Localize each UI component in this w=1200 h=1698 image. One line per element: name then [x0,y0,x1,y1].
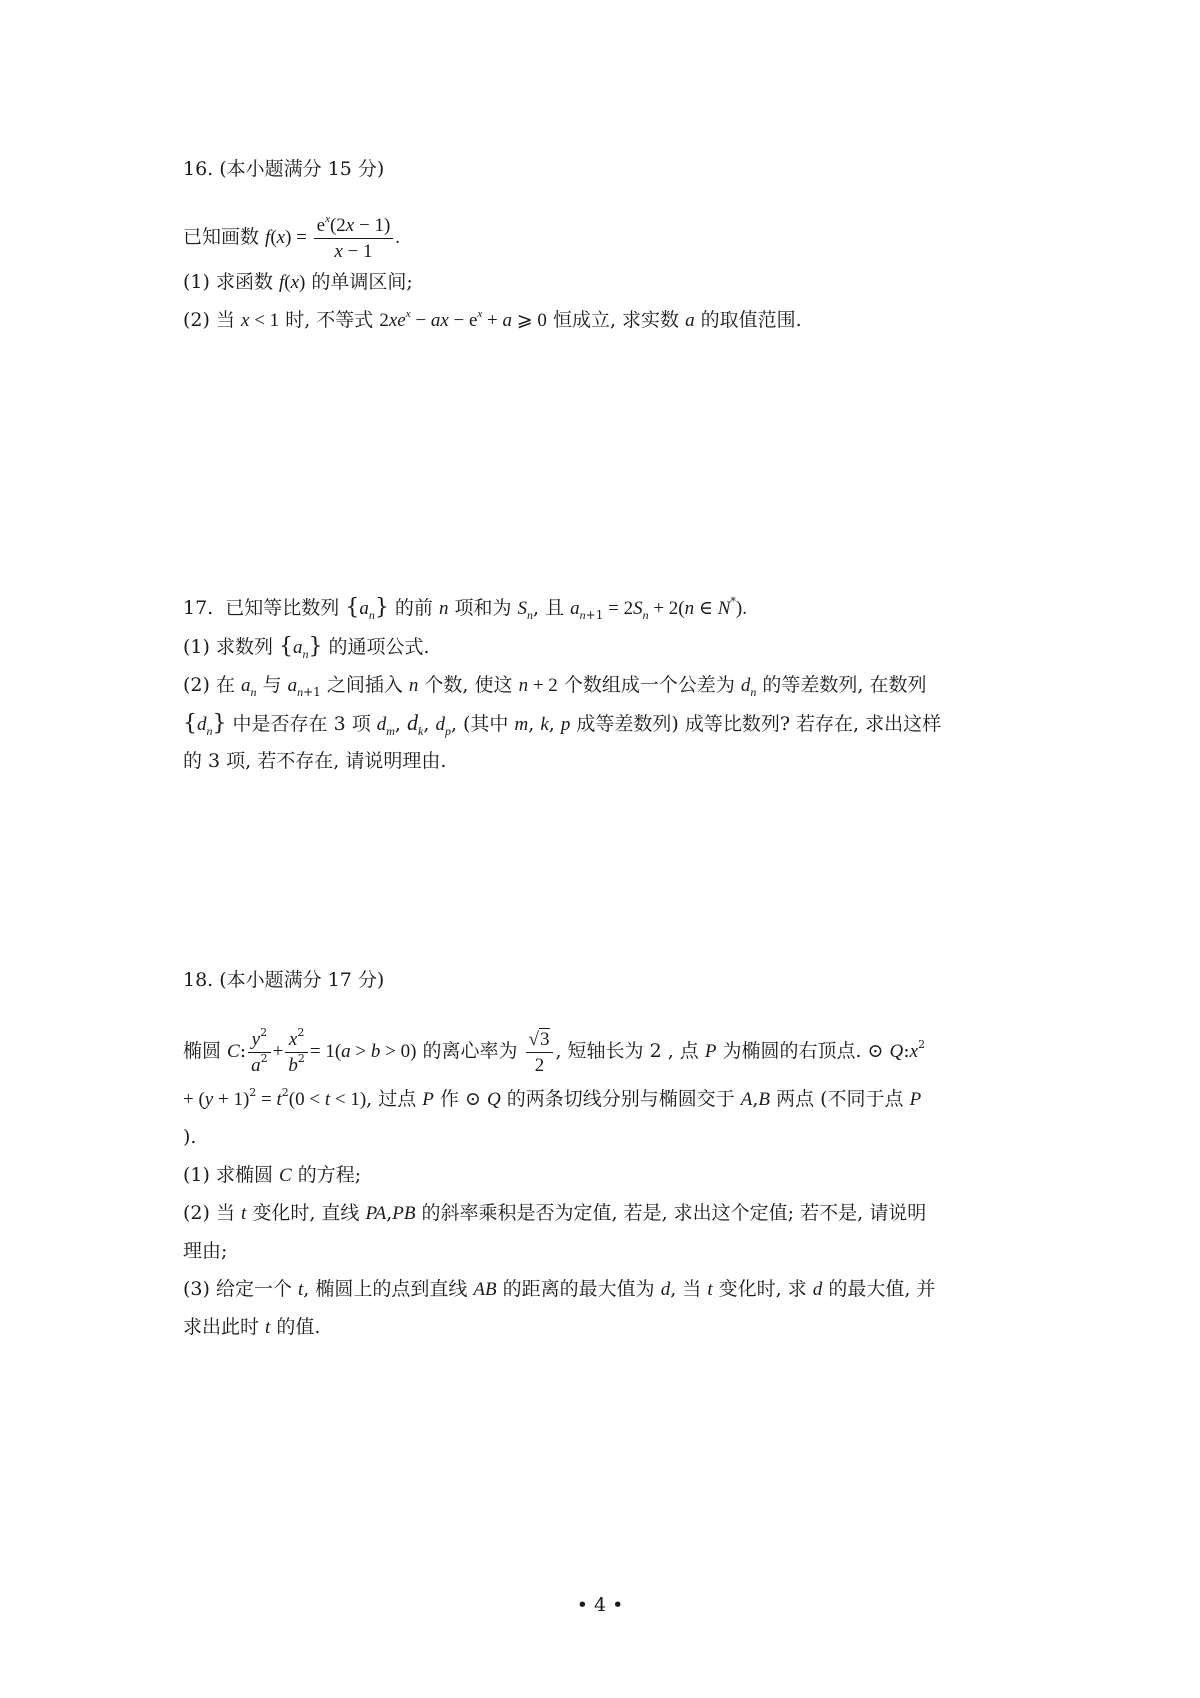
q18-circle-line: + $(y + 1)^2 = t^2(0 < t < 1)$, 过点 P 作 ⊙ Q 的两条切线分别与椭圆交于 A,B 两点 (不同于点 P [183,1086,922,1110]
q16-part1: (1) 求函数 f(x) 的单调区间; [183,271,413,293]
q18-part2-line2: 理由; [183,1240,228,1262]
q18-header: 18. (本小题满分 17 分) [183,969,385,991]
q17-part2-line3: 的 3 项, 若不存在, 请说明理由. [183,750,447,772]
q18-part3-line2: 求出此时 t 的值. [183,1316,321,1338]
q18-part3-line1: (3) 给定一个 t, 椭圆上的点到直线 AB 的距离的最大值为 d, 当 t 变化时, 求 d 的最大值, 并 [183,1278,936,1300]
q18-fraction-y: $\frac{y^2}{a^2}$ [248,1027,271,1078]
page-number: • 4 • [576,1594,624,1616]
q18-line3: ). [183,1126,197,1148]
q18-eccentricity-fraction: $\frac{√3}{2}$ [526,1027,554,1078]
q16-part2: (2) 当 x < 1 时, 不等式 $2xe^x$ − ax − $e^x + a$ ⩾ 0 恒成立, 求实数 a 的取值范围. [183,308,802,331]
q17-stem: 17. 已知等比数列 $\{a_n\}$ 的前 n 项和为 $S_n$, 且 $a_{n+1} = 2S_n + 2(n$ ∈ N*). [183,595,747,622]
q16-fraction: $\frac{e^x(2x - 1)}{x - 1}$ [314,213,394,264]
q18-part1: (1) 求椭圆 C 的方程; [183,1164,362,1186]
q16-intro: 已知画数 [183,226,266,248]
q17-part2-line1: (2) 在 $a_n$ 与 $a_{n+1}$ 之间插入 n 个数, 使这 n + 2 个数组成一个公差为 $d_n$ 的等差数列, 在数列 [183,674,927,699]
q17-part1: (1) 求数列 $\{a_n\}$ 的通项公式. [183,634,430,661]
q18-fraction-x: $\frac{x^2}{b^2}$ [285,1027,308,1078]
q16-header: 16. (本小题满分 15 分) [183,158,385,180]
q17-part2-line2: $\{d_n\}$ 中是否存在 3 项 $d_m$, $d_k$, $d_p$, (其中 m, k, p 成等差数列) 成等比数列? 若存在, 求出这样 [183,710,942,738]
q18-part2-line1: (2) 当 t 变化时, 直线 PA,PB 的斜率乘积是否为定值, 若是, 求出这个定值; 若不是, 请说明 [183,1202,927,1224]
q16-function-definition: 已知画数 f(x) = $\frac{e^x(2x - 1)}{x - 1}$ . [183,212,401,262]
q18-ellipse-definition: 椭圆 C: $\frac{y^2}{a^2}$ + $\frac{x^2}{b^2}$ = 1(a > b > 0) 的离心率为 $\frac{√3}{2}$ , 短轴长为 2 , 点 P 为椭圆的右顶点. ⊙ $Q:x^2$ [183,1025,926,1076]
